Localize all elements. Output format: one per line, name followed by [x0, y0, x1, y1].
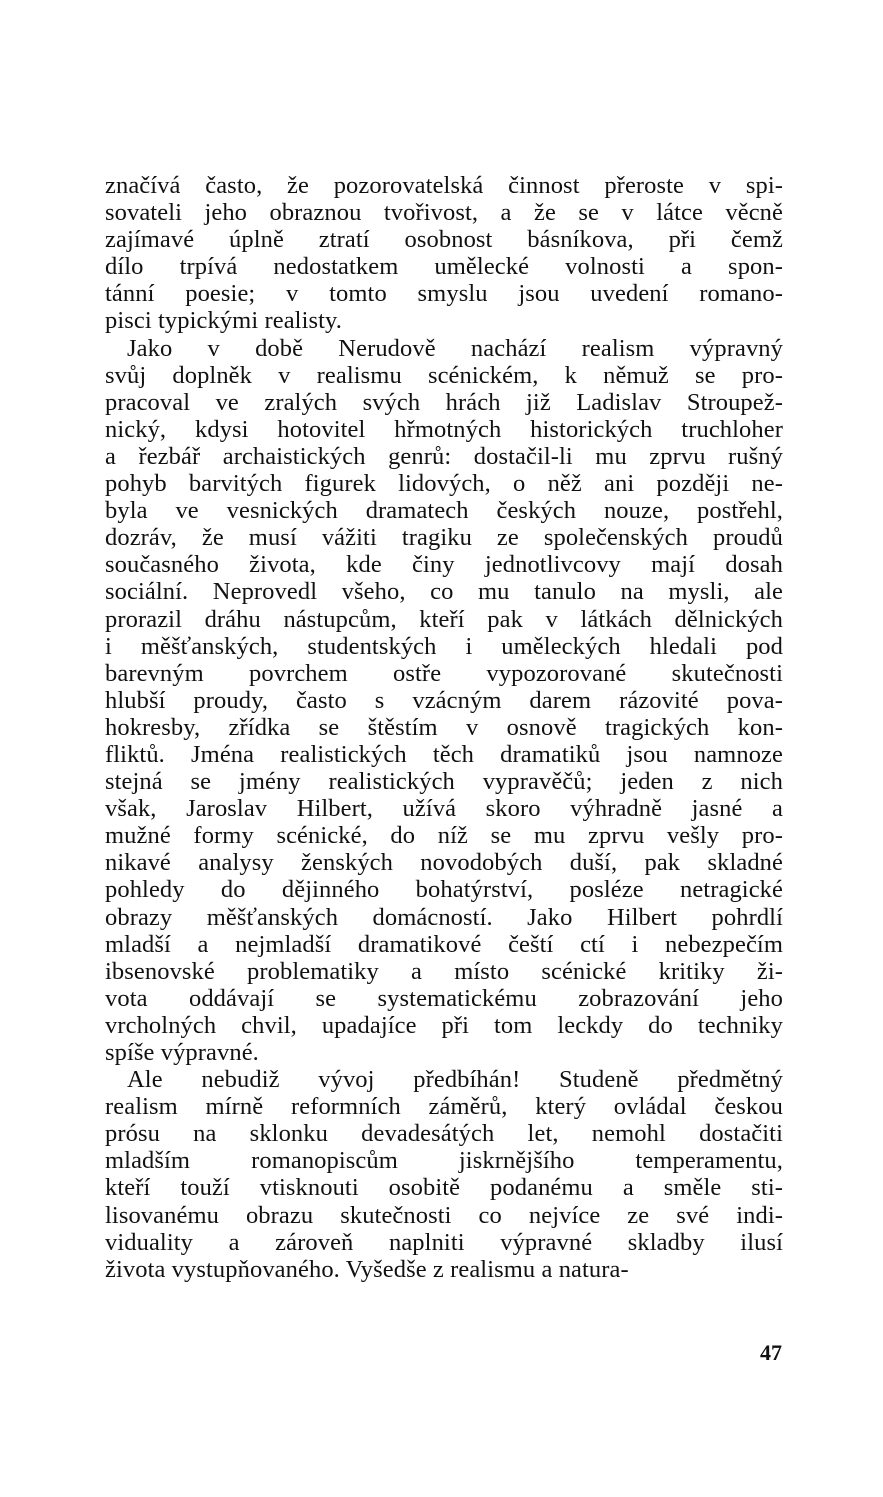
text-line: současného života, kde činy jednotlivcovy mají dosah: [105, 551, 783, 579]
text-line: mladší a nejmladší dramatikové čeští ctí i nebezpečím: [105, 930, 783, 958]
text-line: nický, kdysi hotovitel hřmotných historických truchloher: [105, 415, 783, 443]
text-line: pohledy do dějinného bohatýrství, posléze netragické: [105, 876, 783, 904]
text-line: a řezbář archaistických genrů: dostačil-li mu zprvu rušný: [105, 442, 783, 470]
text-line: prósu na sklonku devadesátých let, nemohl dostačiti: [105, 1120, 783, 1148]
text-line: lisovanému obrazu skutečnosti co nejvíce ze své indi-: [105, 1201, 783, 1229]
text-line: nikavé analysy ženských novodobých duší, pak skladné: [105, 849, 783, 877]
text-line: pohyb barvitých figurek lidových, o něž ani později ne-: [105, 470, 783, 498]
text-line: dozráv, že musí vážiti tragiku ze společenských proudů: [105, 524, 783, 552]
text-line: i měšťanských, studentských i uměleckých hledali pod: [105, 632, 783, 660]
text-line: Ale nebudiž vývoj předbíhán! Studeně předmětný: [127, 1066, 783, 1094]
paragraph: [105, 172, 783, 335]
text-line: pisci typickými realisty.: [105, 307, 343, 335]
text-line: Jako v době Nerudově nachází realism výpravný: [127, 334, 783, 362]
text-line: vota oddávají se systematickému zobrazování jeho: [105, 984, 783, 1012]
paragraph: [105, 1066, 783, 1283]
text-line: barevným povrchem ostře vypozorované skutečnosti: [105, 659, 783, 687]
text-line: viduality a zároveň naplniti výpravné skladby ilusí: [105, 1228, 783, 1256]
text-line: prorazil dráhu nástupcům, kteří pak v látkách dělnických: [105, 605, 783, 633]
text-line: vrcholných chvil, upadajíce při tom leckdy do techniky: [105, 1011, 783, 1039]
text-line: sociální. Neprovedl všeho, co mu tanulo na mysli, ale: [105, 578, 783, 606]
text-line: hlubší proudy, často s vzácným darem rázovité pova-: [105, 686, 783, 714]
text-line: obrazy měšťanských domácností. Jako Hilbert pohrdlí: [105, 903, 783, 931]
text-line: pracoval ve zralých svých hrách již Ladislav Stroupež-: [105, 388, 783, 416]
text-line: hokresby, zřídka se štěstím v osnově tragických kon-: [105, 713, 783, 741]
text-line: ibsenovské problematiky a místo scénické kritiky ži-: [105, 957, 783, 985]
text-line: zajímavé úplně ztratí osobnost básníkova, při čemž: [105, 226, 783, 254]
text-line: realism mírně reformních záměrů, který ovládal českou: [105, 1093, 783, 1121]
text-line: kteří touží vtisknouti osobitě podanému a směle sti-: [105, 1174, 783, 1202]
text-line: života vystupňovaného. Vyšedše z realismu a natura-: [105, 1255, 629, 1283]
text-line: však, Jaroslav Hilbert, užívá skoro výhradně jasné a: [105, 795, 783, 823]
text-line: stejná se jmény realistických vypravěčů; jeden z nich: [105, 768, 783, 796]
text-line: spíše výpravné.: [105, 1039, 259, 1066]
text-line: dílo trpívá nedostatkem umělecké volnosti a spon-: [105, 253, 783, 281]
text-line: fliktů. Jména realistických těch dramatiků jsou namnoze: [105, 740, 783, 768]
page-number: 47: [760, 1340, 782, 1365]
body-text: [105, 172, 783, 1283]
text-line: sovateli jeho obraznou tvořivost, a že se v látce věcně: [105, 199, 783, 227]
text-line: tánní poesie; v tomto smyslu jsou uvedení romano-: [105, 280, 783, 308]
paragraph: [105, 335, 783, 1067]
text-line: mladším romanopiscům jiskrnějšího temperamentu,: [105, 1147, 783, 1175]
text-line: byla ve vesnických dramatech českých nouze, postřehl,: [105, 497, 783, 525]
text-line: mužné formy scénické, do níž se mu zprvu vešly pro-: [105, 822, 783, 850]
text-line: značívá často, že pozorovatelská činnost přeroste v spi-: [105, 172, 783, 199]
text-line: svůj doplněk v realismu scénickém, k němuž se pro-: [105, 361, 783, 389]
